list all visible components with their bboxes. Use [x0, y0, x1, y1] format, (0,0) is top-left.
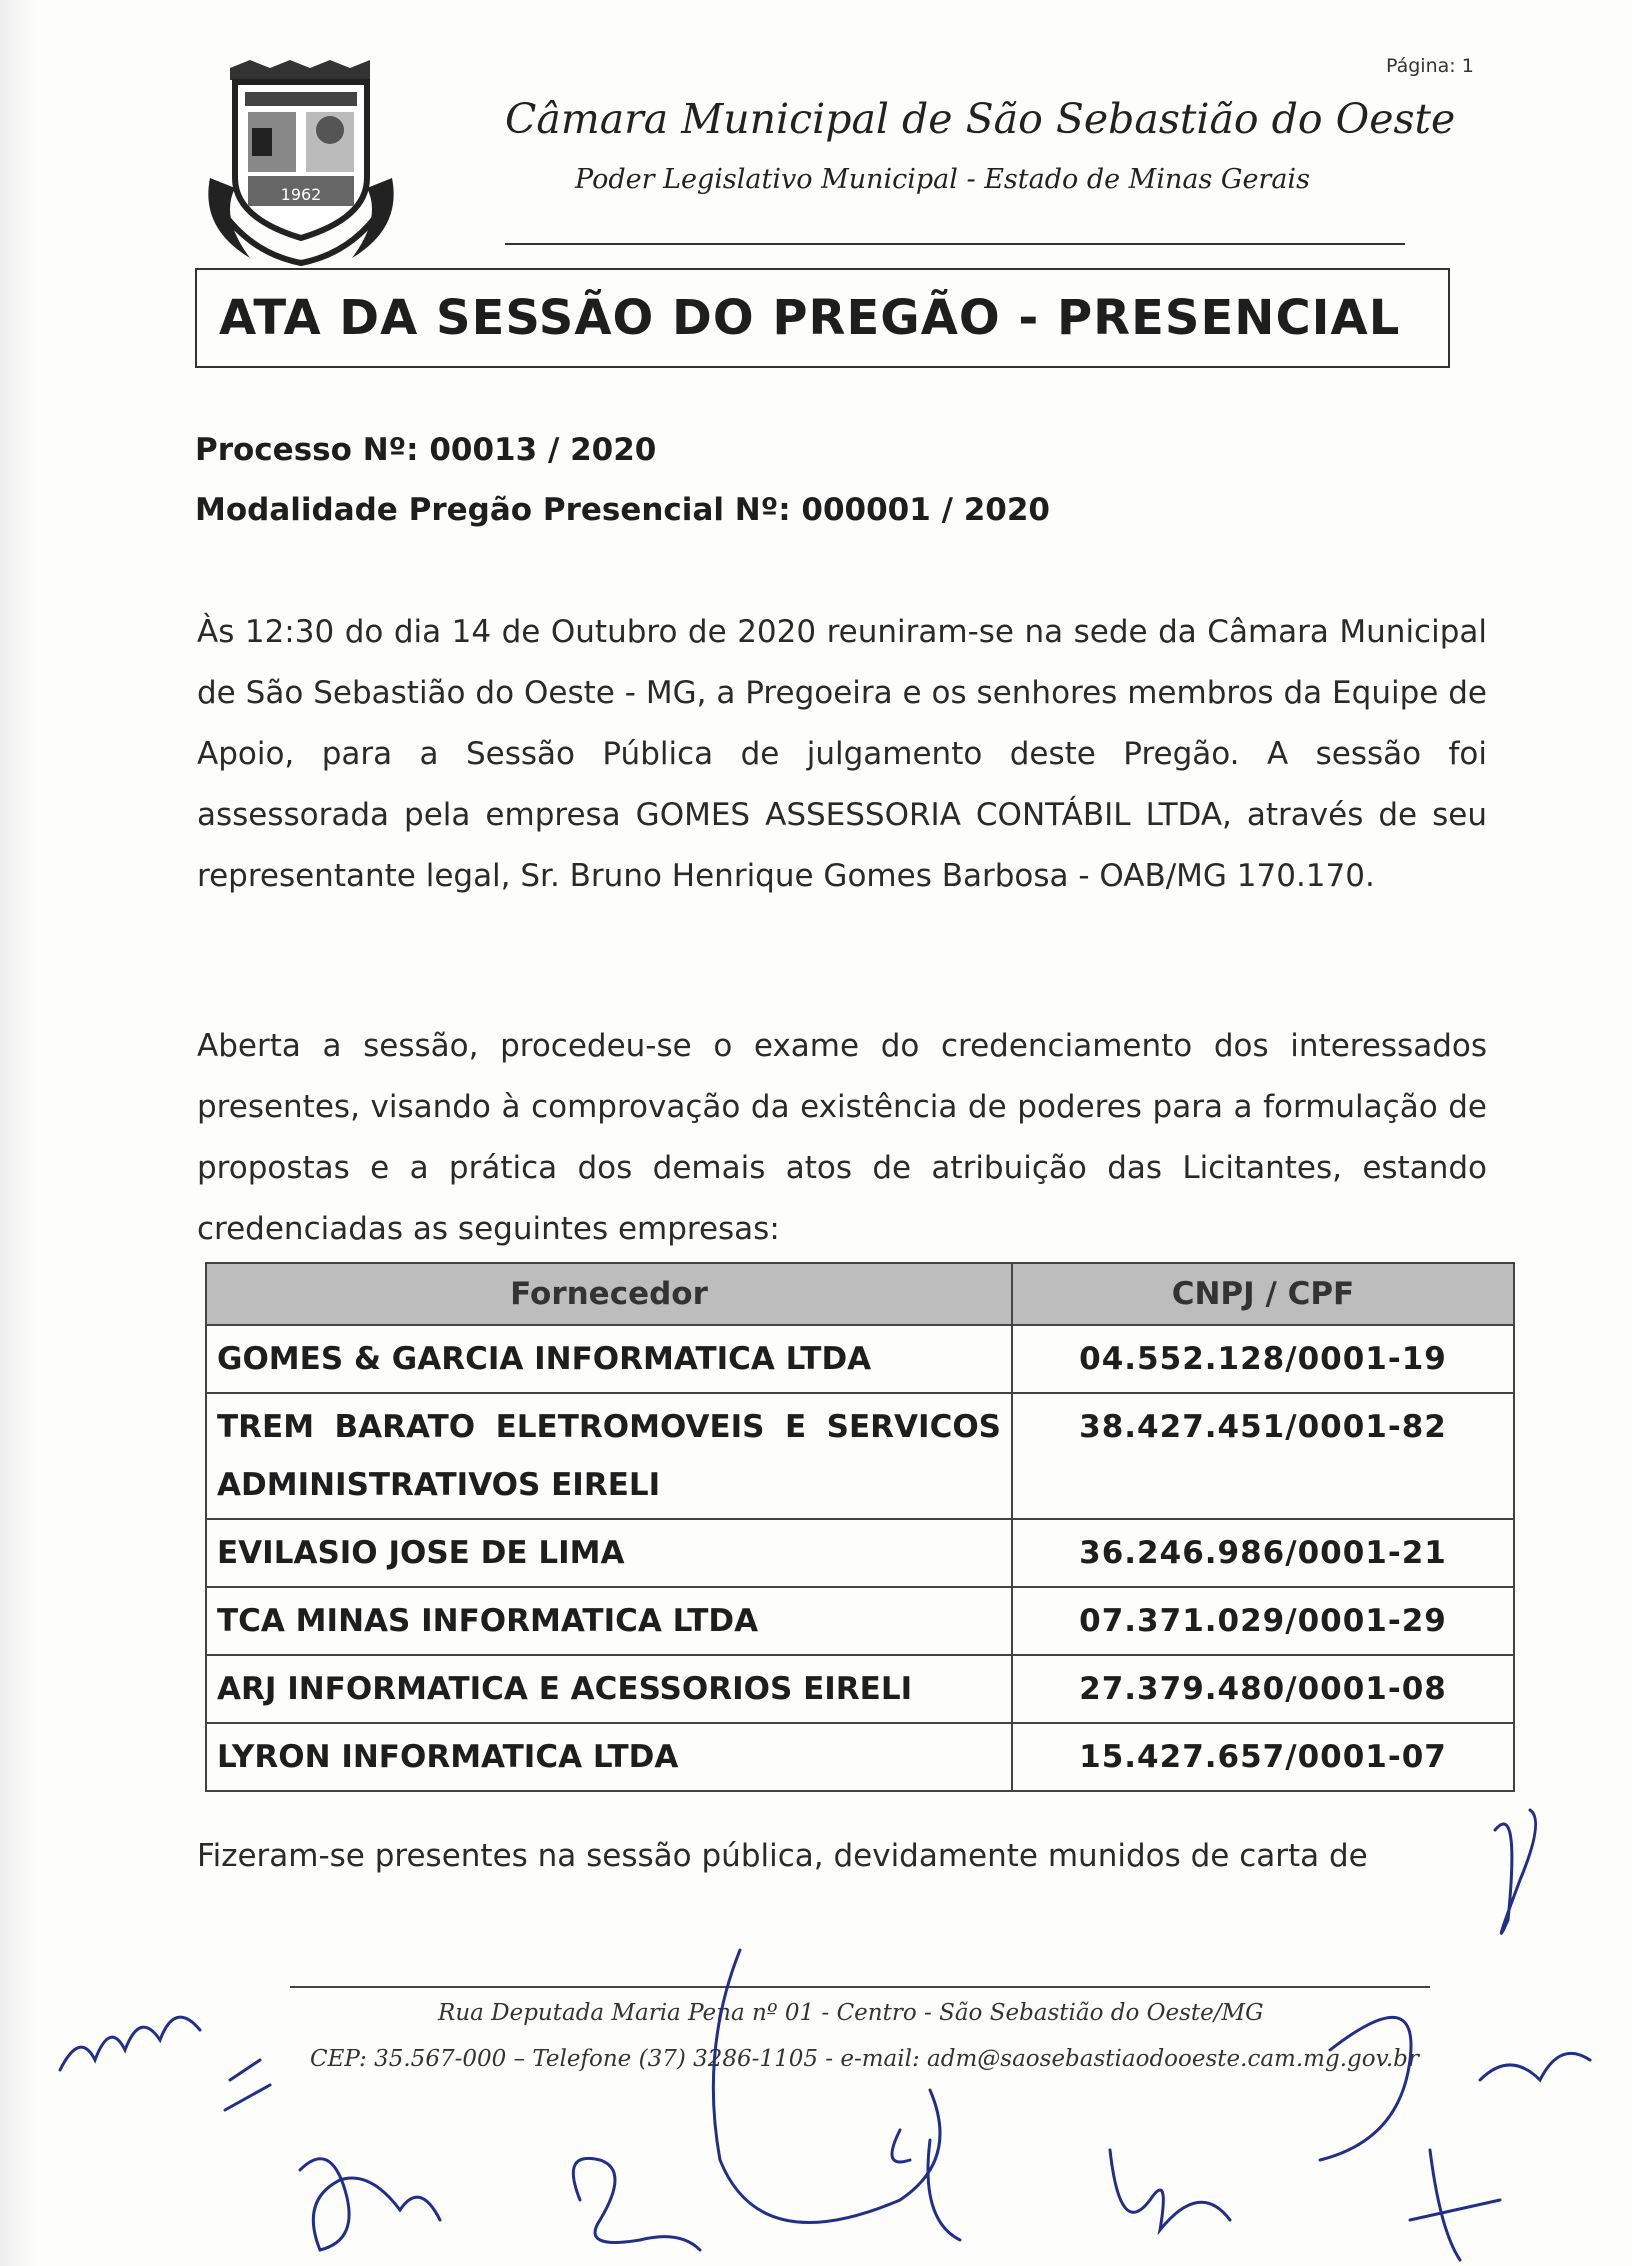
fornecedor-cell: TREM BARATO ELETROMOVEIS E SERVICOS ADMINISTRATIVOS EIRELI [206, 1393, 1012, 1519]
cnpj-cell: 15.427.657/0001-07 [1012, 1723, 1514, 1791]
scan-margin-shadow [0, 0, 40, 2266]
attendance-paragraph: Fizeram-se presentes na sessão pública, devidamente munidos de carta de [197, 1838, 1368, 1874]
credentialed-companies-table [205, 1262, 1515, 1792]
municipal-coat-of-arms-icon [190, 58, 412, 272]
cnpj-cell: 27.379.480/0001-08 [1012, 1655, 1514, 1723]
signature-stroke [892, 2130, 960, 2240]
column-header-fornecedor: Fornecedor [206, 1263, 1012, 1325]
document-title-box [195, 268, 1450, 368]
cnpj-cell: 07.371.029/0001-29 [1012, 1587, 1514, 1655]
footer-contact: CEP: 35.567-000 – Telefone (37) 3286-1105 - e-mail: adm@saosebastiaodooeste.cam.mg.gov.br [310, 2046, 1419, 2072]
header-divider [505, 243, 1405, 245]
opening-paragraph: Às 12:30 do dia 14 de Outubro de 2020 reuniram-se na sede da Câmara Municipal de São Sebastião do Oeste - MG, a Pregoeira e os senhores membros da Equipe de Apoio, para a Sessão Pública de julgamento deste Pregão. A sessão foi assessorada pela empresa GOMES ASSESSORIA CONTÁBIL LTDA, através de seu representante legal, Sr. Bruno Henrique Gomes Barbosa - OAB/MG 170.170. [197, 614, 1487, 894]
fornecedor-cell: LYRON INFORMATICA LTDA [206, 1723, 1012, 1791]
table-row [206, 1723, 1514, 1791]
fornecedor-cell: GOMES & GARCIA INFORMATICA LTDA [206, 1325, 1012, 1393]
institution-name: Câmara Municipal de São Sebastião do Oeste [505, 95, 1456, 143]
cnpj-cell: 36.246.986/0001-21 [1012, 1519, 1514, 1587]
table-row [206, 1393, 1514, 1519]
table-header-row [206, 1263, 1514, 1325]
page-number: Página: 1 [1386, 55, 1474, 77]
svg-text:1962: 1962 [280, 185, 322, 204]
table-row [206, 1655, 1514, 1723]
table-row [206, 1519, 1514, 1587]
footer-address: Rua Deputada Maria Pena nº 01 - Centro - São Sebastião do Oeste/MG [438, 2000, 1264, 2026]
signature-stroke [1410, 2150, 1500, 2260]
fornecedor-cell: ARJ INFORMATICA E ACESSORIOS EIRELI [206, 1655, 1012, 1723]
institution-subtitle: Poder Legislativo Municipal - Estado de Minas Gerais [575, 164, 1310, 195]
signature-stroke [1320, 2017, 1411, 2160]
modalidade-number: Modalidade Pregão Presencial Nº: 000001 / 2020 [195, 492, 1050, 528]
column-header-cnpj: CNPJ / CPF [1012, 1263, 1514, 1325]
document-title: ATA DA SESSÃO DO PREGÃO - PRESENCIAL [219, 290, 1401, 346]
signature-stroke [225, 2060, 270, 2110]
signature-stroke [573, 2158, 700, 2250]
signature-stroke [713, 1950, 940, 2223]
processo-number: Processo Nº: 00013 / 2020 [195, 432, 657, 468]
table-row [206, 1587, 1514, 1655]
cnpj-cell: 04.552.128/0001-19 [1012, 1325, 1514, 1393]
signature-stroke [1495, 1810, 1536, 1933]
signature-stroke [300, 2159, 440, 2250]
table-row [206, 1325, 1514, 1393]
signature-stroke [1480, 2053, 1590, 2080]
fornecedor-cell: EVILASIO JOSE DE LIMA [206, 1519, 1012, 1587]
footer-divider [290, 1986, 1430, 1988]
credentialing-paragraph: Aberta a sessão, procedeu-se o exame do credenciamento dos interessados presentes, visando à comprovação da existência de poderes para a formulação de propostas e a prática dos demais atos de atribuição das Licitantes, estando credenciadas as seguintes empresas: [197, 1028, 1487, 1247]
cnpj-cell: 38.427.451/0001-82 [1012, 1393, 1514, 1519]
signature-stroke [1110, 2150, 1230, 2230]
signature-stroke [60, 2017, 200, 2070]
fornecedor-cell: TCA MINAS INFORMATICA LTDA [206, 1587, 1012, 1655]
